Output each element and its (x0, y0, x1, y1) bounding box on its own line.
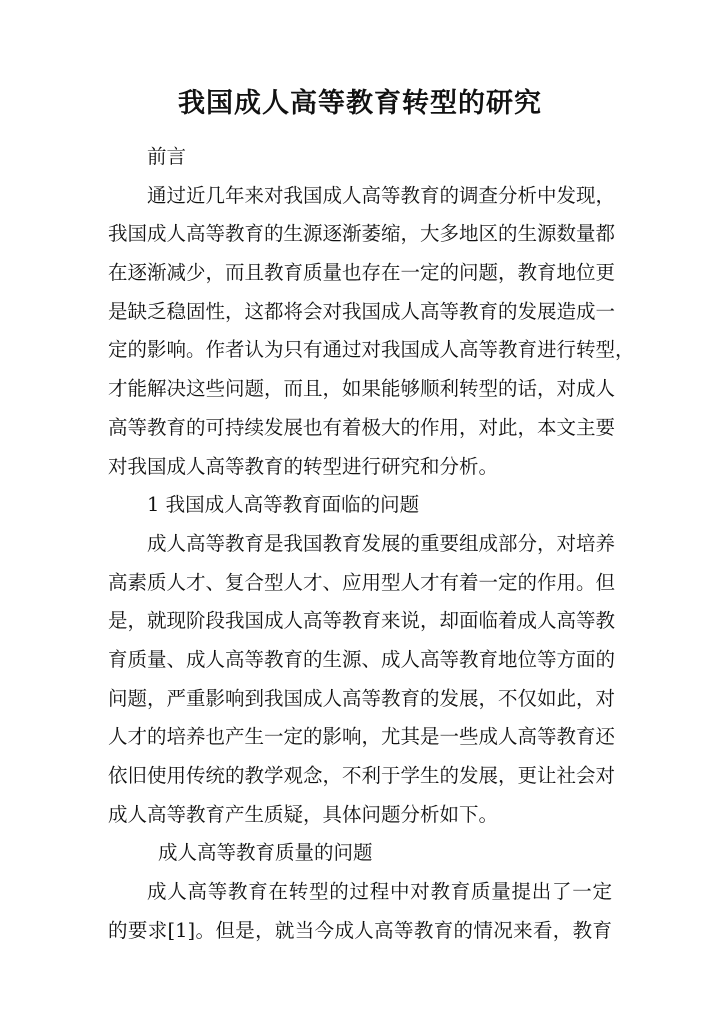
paragraph-line: 在逐渐减少，而且教育质量也存在一定的问题，教育地位更 (108, 261, 616, 285)
paragraph-line: 定的影响。作者认为只有通过对我国成人高等教育进行转型， (108, 338, 635, 362)
paragraph-line: 是，就现阶段我国成人高等教育来说，却面临着成人高等教 (108, 609, 616, 633)
paragraph-line: 的要求[1]。但是，就当今成人高等教育的情况来看，教育 (108, 918, 612, 942)
section-heading-preface: 前言 (147, 145, 187, 168)
paragraph-line: 通过近几年来对我国成人高等教育的调查分析中发现， (147, 183, 616, 207)
document-body (108, 138, 635, 950)
paragraph-line: 才能解决这些问题，而且，如果能够顺利转型的话，对成人 (108, 377, 616, 401)
paragraph-line: 对我国成人高等教育的转型进行研究和分析。 (108, 454, 499, 478)
paragraph-line: 是缺乏稳固性，这都将会对我国成人高等教育的发展造成一 (108, 299, 616, 323)
document-title: 我国成人高等教育转型的研究 (178, 88, 542, 119)
paragraph-line: 高素质人才、复合型人才、应用型人才有着一定的作用。但 (108, 570, 616, 594)
paragraph-line: 依旧使用传统的教学观念，不利于学生的发展，更让社会对 (108, 764, 616, 787)
paragraph-line: 人才的培养也产生一定的影响，尤其是一些成人高等教育还 (108, 725, 616, 749)
paragraph-line: 我国成人高等教育的生源逐渐萎缩，大多地区的生源数量都 (108, 222, 616, 246)
paragraph-line: 成人高等教育产生质疑，具体问题分析如下。 (108, 802, 499, 826)
section-heading-1: 1 我国成人高等教育面临的问题 (147, 493, 420, 517)
section-heading-1-1: 成人高等教育质量的问题 (158, 841, 373, 865)
paragraph-line: 问题，严重影响到我国成人高等教育的发展，不仅如此，对 (108, 686, 616, 710)
paragraph-line: 高等教育的可持续发展也有着极大的作用，对此，本文主要 (108, 415, 616, 439)
paragraph-line: 成人高等教育是我国教育发展的重要组成部分，对培养 (147, 531, 616, 555)
paragraph-line: 成人高等教育在转型的过程中对教育质量提出了一定 (147, 880, 612, 904)
paragraph-line: 育质量、成人高等教育的生源、成人高等教育地位等方面的 (108, 647, 616, 671)
